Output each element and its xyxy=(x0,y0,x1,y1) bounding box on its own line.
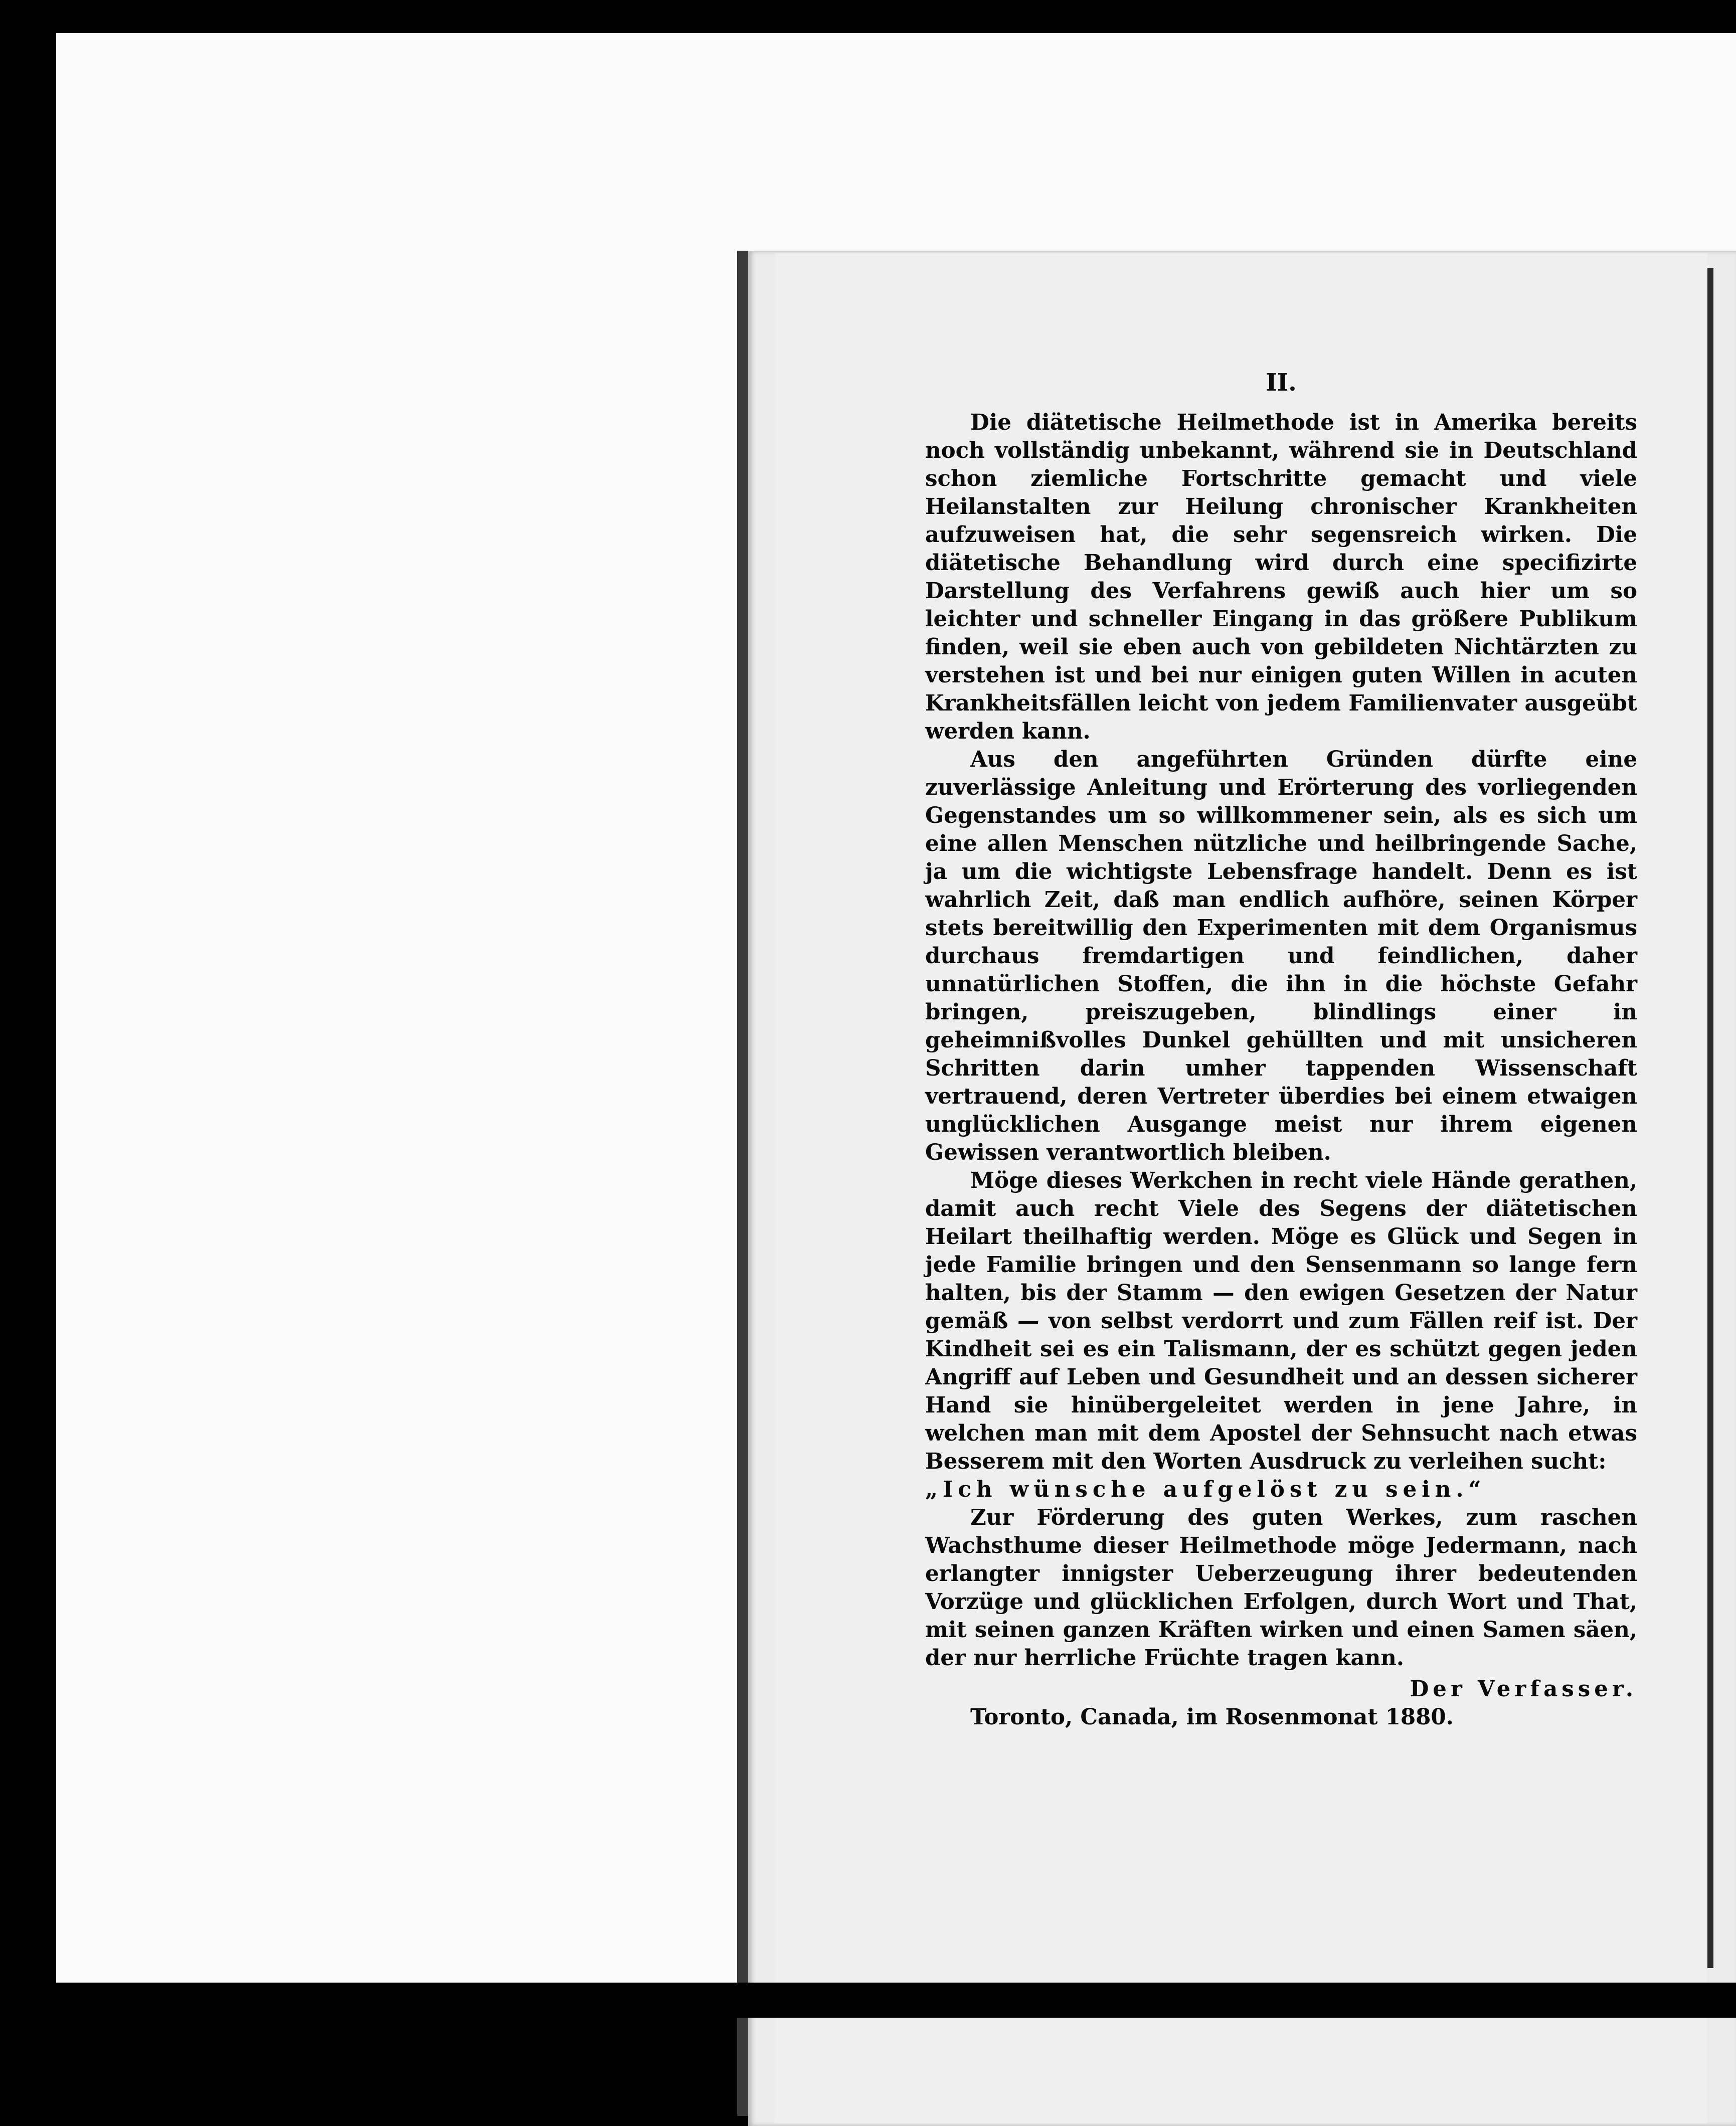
paragraph-3: Möge dieses Werkchen in recht viele Hände gerathen, damit auch recht Viele des Segens der diätetischen Heilart theilhaftig werden. Möge es Glück und Segen in jede Familie bringen und den Sensenmann so lange fern halten, bis der Stamm — den ewigen Gesetzen der Natur gemäß — von selbst verdorrt und zum Fällen reif ist. Der Kindheit sei es ein Talismann, der es schützt gegen jeden Angriff auf Leben und Gesundheit und an dessen sicherer Hand sie hinübergeleitet werden in jene Jahre, in welchen man mit dem Apostel der Sehnsucht nach etwas Besserem mit den Worten Ausdruck zu verleihen sucht: xyxy=(925,1168,1637,1474)
place-and-date: Toronto, Canada, im Rosenmonat 1880. xyxy=(970,1704,1454,1730)
author-signature: Der Verfasser. xyxy=(1410,1676,1637,1702)
paragraph-4: Zur Förderung des guten Werkes, zum raschen Wachsthume dieser Heilmethode möge Jedermann, nach erlangter innigster Ueberzeugung ihrer bedeutenden Vorzüge und glücklichen Erfolgen, durch Wort und That, mit seinen ganzen Kräften wirken und einen Samen säen, der nur herrliche Früchte tragen kann. xyxy=(925,1505,1637,1671)
paragraph-1: Die diätetische Heilmethode ist in Amerika bereits noch vollständig unbekannt, während sie in Deutschland schon ziemliche Fortschritte gemacht und viele Heilanstalten zur Heilung chronischer Krankheiten aufzuweisen hat, die sehr segensreich wirken. Die diätetische Behandlung wird durch eine specifizirte Darstellung des Verfahrens gewiß auch hier um so leichter und schneller Eingang in das größere Publikum finden, weil sie eben auch von gebildeten Nichtärzten zu verstehen ist und bei nur einigen guten Willen in acuten Krankheitsfällen leicht von jedem Familienvater ausgeübt werden kann. xyxy=(925,410,1637,744)
chapter-number: II. xyxy=(1266,369,1297,397)
book-spine-edge xyxy=(737,251,748,2116)
scan-footer-bar xyxy=(56,1983,1736,2018)
page-right-edge xyxy=(1707,268,1713,1968)
quote-line: „Ich wünsche aufgelöst zu sein.“ xyxy=(925,1477,1486,1502)
page-text xyxy=(925,369,1637,1731)
paragraph-2: Aus den angeführten Gründen dürfte eine zuverlässige Anleitung und Erörterung des vorliegenden Gegenstandes um so willkommener sein, als es sich um eine allen Menschen nützliche und heilbringende Sache, ja um die wichtigste Lebensfrage handelt. Denn es ist wahrlich Zeit, daß man endlich aufhöre, seinen Körper stets bereitwillig den Experimenten mit dem Organismus durchaus fremdartigen und feindlichen, daher unnatürlichen Stoffen, die ihn in die höchste Gefahr bringen, preiszugeben, blindlings einer in geheimnißvolles Dunkel gehüllten und mit unsicheren Schritten darin umher tappenden Wissenschaft vertrauend, deren Vertreter überdies bei einem etwaigen unglücklichen Ausgange meist nur ihrem eigenen Gewissen verantwortlich bleiben. xyxy=(925,747,1637,1165)
